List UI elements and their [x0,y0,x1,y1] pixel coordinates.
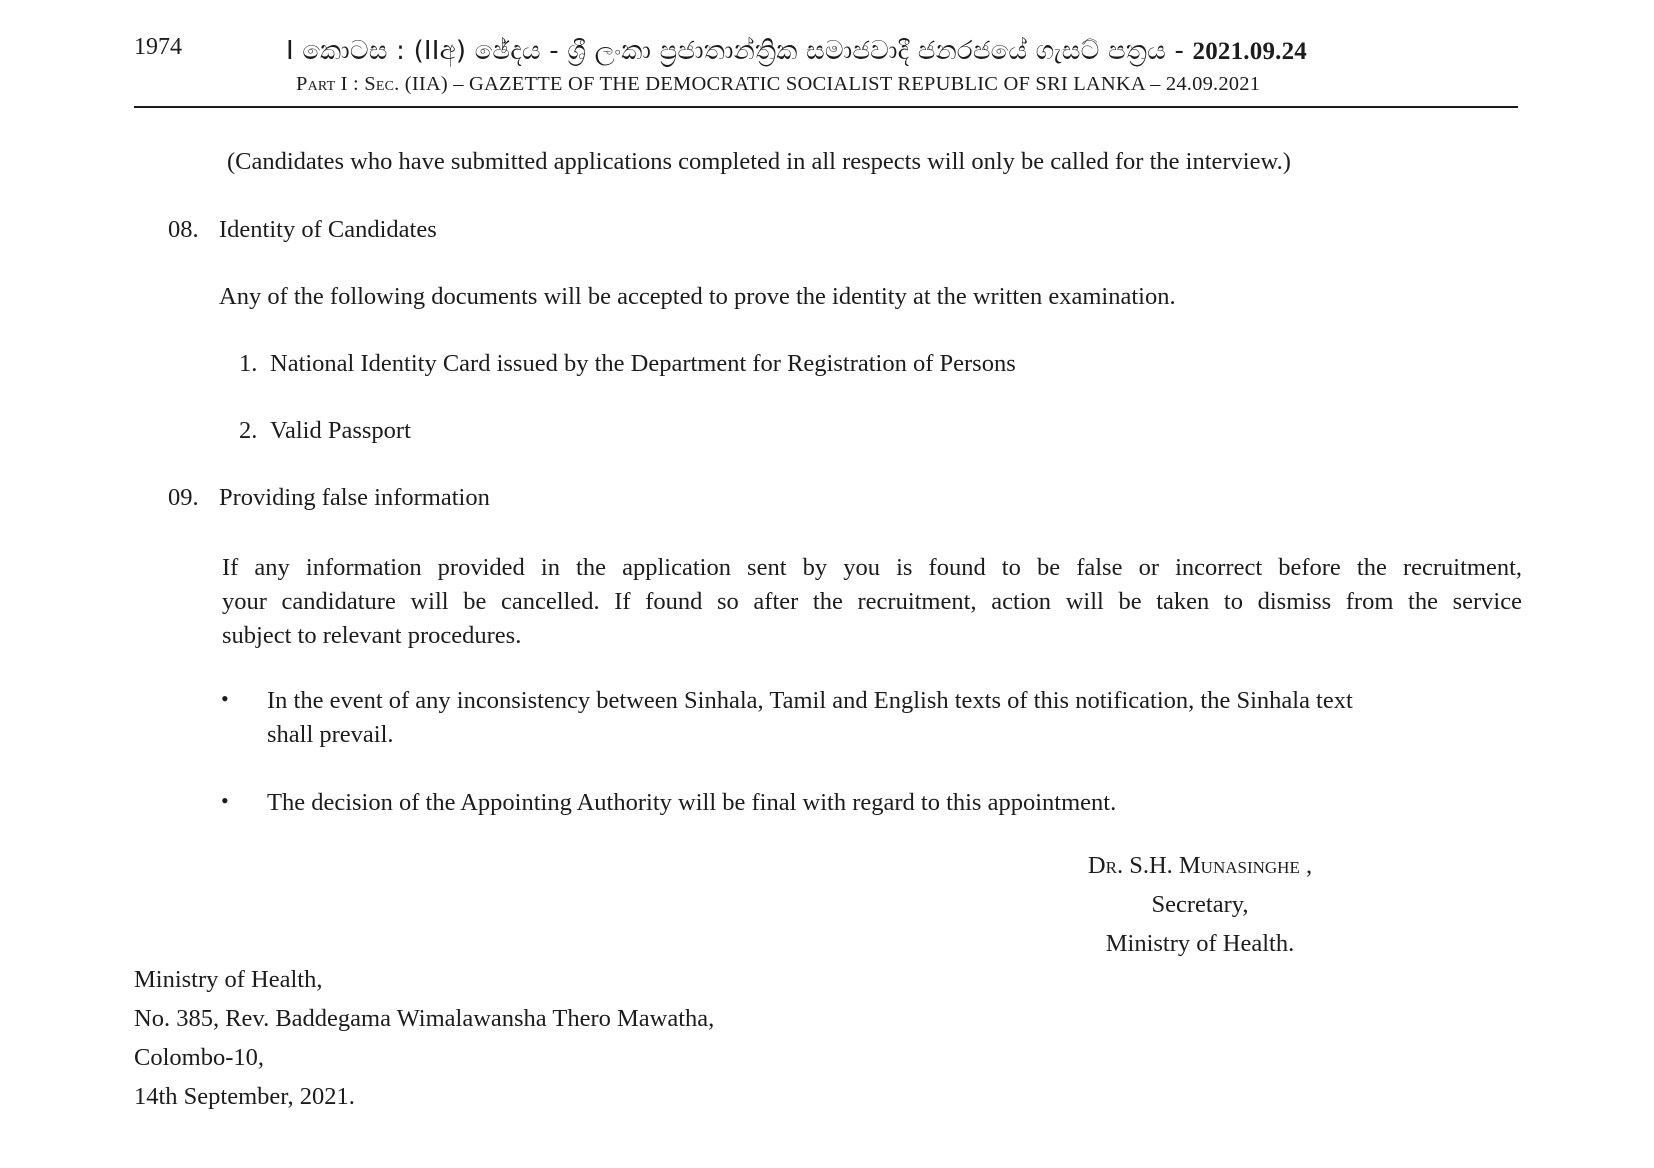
list-item-text: Valid Passport [270,417,411,444]
paragraph-line: If any information provided in the application sent by you is found to be false or incorrect before the recruitment, [222,554,1522,581]
list-item-text: National Identity Card issued by the Department for Registration of Persons [270,350,1016,377]
section-08-number: 08. [168,216,199,243]
section-09-paragraph [222,551,1522,653]
header-title-sinhala [286,36,1307,67]
list-item-number: 2. [239,417,258,444]
bullet-icon: • [221,788,229,813]
section-08-title: Identity of Candidates [219,216,437,243]
header-divider [134,106,1518,108]
signatory-organization: Ministry of Health. [1105,930,1295,957]
bullet-text-final-decision [267,786,1116,820]
bullet-line: The decision of the Appointing Authority will be final with regard to this appointment. [267,789,1117,816]
paragraph-line: subject to relevant procedures. [222,622,522,649]
signatory-name: Dr. S.H. Munasinghe , [1087,852,1313,879]
header-date-sinhala: 2021.09.24 [1192,38,1307,65]
bullet-icon: • [221,686,229,711]
bullet-line: In the event of any inconsistency between Sinhala, Tamil and English texts of this notification, the Sinhala text [267,687,1353,714]
section-08-intro: Any of the following documents will be accepted to prove the identity at the written examination. [219,283,1176,310]
page-number: 1974 [134,34,182,60]
section-09-title: Providing false information [219,484,490,511]
bullet-text-language-precedence [267,684,1353,752]
interview-note: (Candidates who have submitted applications completed in all respects will only be called for the interview.) [227,148,1291,175]
header-title-english [296,73,1260,96]
paragraph-line: your candidature will be cancelled. If found so after the recruitment, action will be taken to dismiss from the service [222,588,1522,615]
section-09-number: 09. [168,484,199,511]
address-date: 14th September, 2021. [134,1083,355,1110]
signatory-designation: Secretary, [1151,891,1249,918]
header-title-english-text: (IIA) – GAZETTE OF THE DEMOCRATIC SOCIALIST REPUBLIC OF SRI LANKA – 24.09.2021 [399,73,1261,95]
address-line: No. 385, Rev. Baddegama Wimalawansha Thero Mawatha, [134,1005,715,1032]
bullet-line: shall prevail. [267,721,394,748]
address-line: Ministry of Health, [134,966,323,993]
header-title-sinhala-text: I කොටස : (IIඅ) ඡේදය - ශ්‍රී ලංකා ප්‍රජාතාන්ත්‍රික සමාජවාදී ජනරජයේ ගැසට් පත්‍රය - [286,36,1193,66]
header-part-label: Part I : Sec. [296,73,400,95]
address-block [134,960,714,1116]
list-item-number: 1. [239,350,258,377]
address-line: Colombo-10, [134,1044,264,1071]
signature-block [1050,846,1350,963]
